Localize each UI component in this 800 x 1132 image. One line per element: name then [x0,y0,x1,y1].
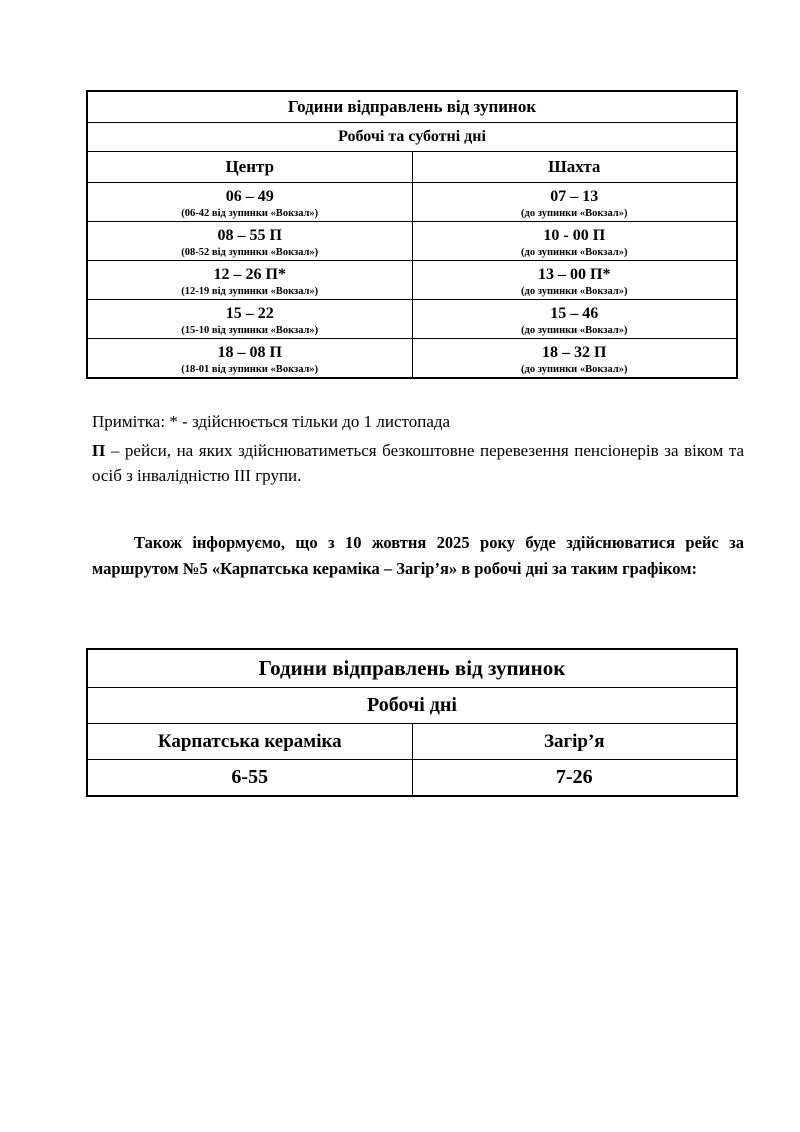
table-row [87,339,737,379]
table-row [87,688,737,724]
departure-time: 18 – 32 П [542,344,607,361]
announcement-paragraph: Також інформуємо, що з 10 жовтня 2025 року буде здійснюватися рейс за маршрутом №5 «Карпатська кераміка – Загір’я» в робочі дні за таким графіком: [92,533,744,578]
table1-cell-right [412,300,737,339]
table1-cell-left [87,300,412,339]
table1-column-header-right: Шахта [412,152,737,183]
departure-note: (до зупинки «Вокзал») [521,208,628,219]
departure-time: 18 – 08 П [217,344,282,361]
footnote-p-text: – рейси, на яких здійснюватиметься безкоштовне перевезення пенсіонерів за віком та осіб з інвалідністю ІІІ групи. [92,441,744,485]
departure-note: (до зупинки «Вокзал») [521,364,628,375]
table1-cell-left [87,261,412,300]
departure-time: 08 – 55 П [217,227,282,244]
table1-cell-left [87,339,412,379]
table2-cell-right: 7-26 [412,760,737,797]
table2-subtitle: Робочі дні [87,688,737,724]
table1-cell-right [412,183,737,222]
departure-note: (до зупинки «Вокзал») [521,325,628,336]
table1-column-header-left: Центр [87,152,412,183]
departure-time: 13 – 00 П* [538,266,611,283]
schedule-table-workdays [86,648,738,797]
departure-time: 10 - 00 П [543,227,606,244]
departure-time: 15 – 22 [225,305,274,322]
departure-note: (до зупинки «Вокзал») [521,286,628,297]
table1-title: Години відправлень від зупинок [87,91,737,123]
table-row [87,724,737,760]
table-row [87,222,737,261]
footnote-p-marker: П [92,441,106,460]
table1-cell-right [412,339,737,379]
table-row [87,183,737,222]
table1-cell-left [87,222,412,261]
table-row [87,300,737,339]
table1-subtitle: Робочі та суботні дні [87,123,737,152]
departure-time: 06 – 49 [225,188,274,205]
table1-cell-right [412,261,737,300]
departure-note: (12-19 від зупинки «Вокзал») [181,286,319,297]
departure-note: (15-10 від зупинки «Вокзал») [181,325,319,336]
table-row [87,649,737,688]
schedule-table-weekday-saturday [86,90,738,379]
departure-note: (до зупинки «Вокзал») [521,247,628,258]
table2-title: Години відправлень від зупинок [87,649,737,688]
departure-time: 12 – 26 П* [213,266,286,283]
departure-note: (06-42 від зупинки «Вокзал») [181,208,319,219]
table2-column-header-left: Карпатська кераміка [87,724,412,760]
table2-column-header-right: Загір’я [412,724,737,760]
table-row [87,760,737,797]
footnote-asterisk: Примітка: * - здійснюється тільки до 1 листопада [92,412,451,431]
departure-time: 07 – 13 [550,188,599,205]
departure-time: 15 – 46 [550,305,599,322]
departure-note: (08-52 від зупинки «Вокзал») [181,247,319,258]
footnote-p [92,438,744,488]
departure-note: (18-01 від зупинки «Вокзал») [181,364,319,375]
table1-cell-left [87,183,412,222]
table-row [87,261,737,300]
table-row [87,91,737,123]
table2-cell-left: 6-55 [87,760,412,797]
table-row [87,152,737,183]
table1-cell-right [412,222,737,261]
table-row [87,123,737,152]
